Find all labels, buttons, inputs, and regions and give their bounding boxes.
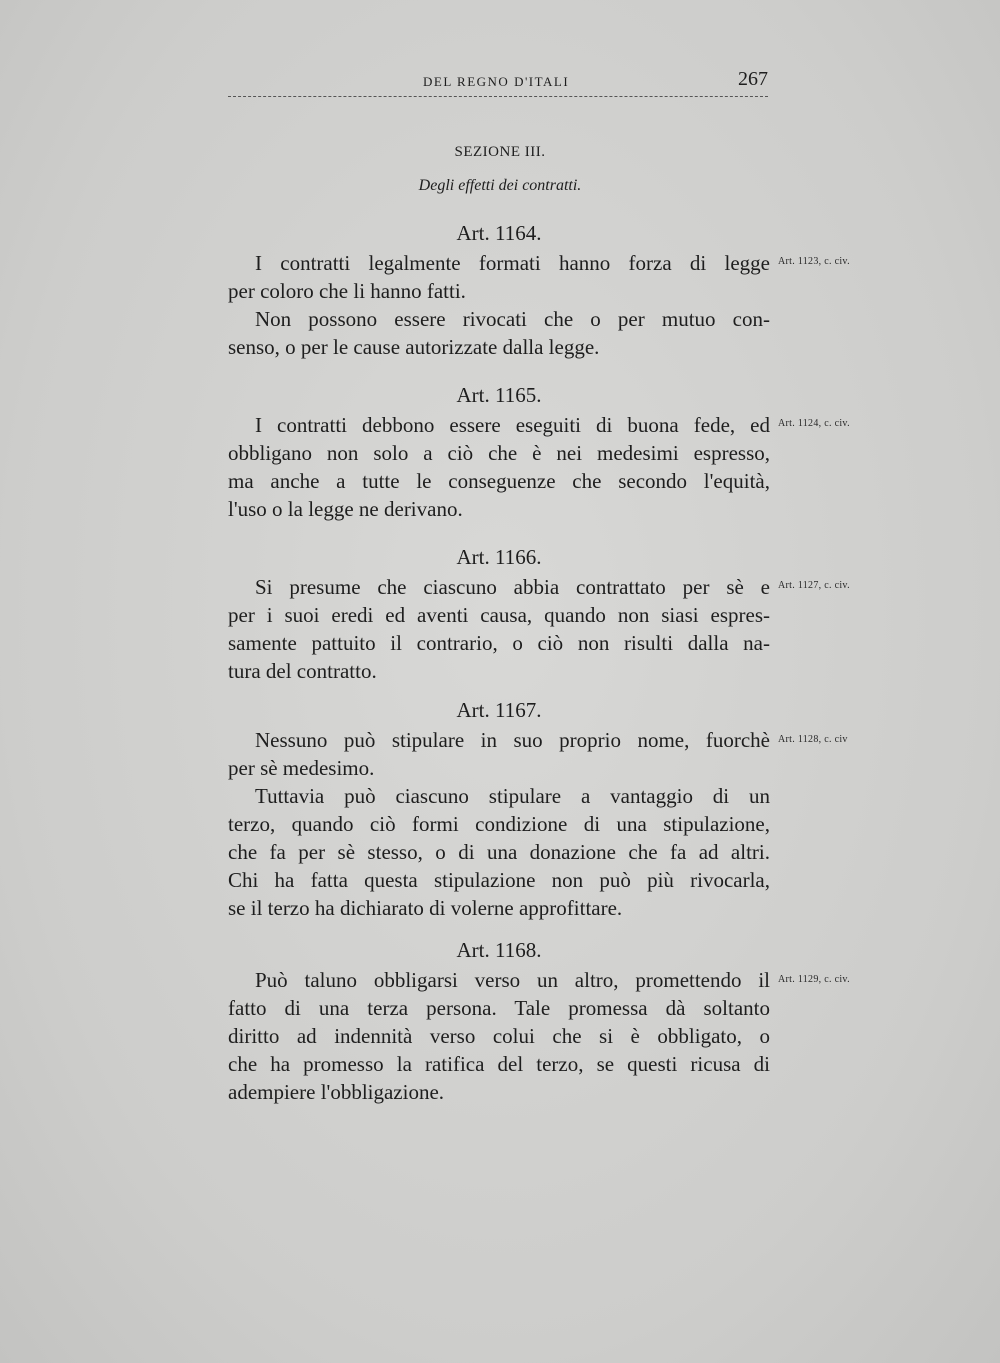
text-line: Nessuno può stipulare in suo proprio nome, fuorchè bbox=[255, 728, 770, 752]
text-line: fatto di una terza persona. Tale promessa dà soltanto bbox=[228, 996, 770, 1020]
text-line: Tuttavia può ciascuno stipulare a vantaggio di un bbox=[255, 784, 770, 808]
text-line: terzo, quando ciò formi condizione di una stipulazione, bbox=[228, 812, 770, 836]
text-line: se il terzo ha dichiarato di volerne approfittare. bbox=[228, 896, 623, 920]
article-paragraph bbox=[228, 411, 770, 523]
margin-note: Art. 1129, c. civ. bbox=[778, 974, 850, 985]
text-line: per coloro che li hanno fatti. bbox=[228, 279, 466, 303]
margin-note: Art. 1128, c. civ bbox=[778, 734, 848, 745]
text-line: tura del contratto. bbox=[228, 659, 377, 683]
article-heading: Art. 1167. bbox=[456, 698, 542, 722]
text-line: adempiere l'obbligazione. bbox=[228, 1080, 445, 1104]
article-paragraph bbox=[228, 249, 770, 305]
text-line: Si presume che ciascuno abbia contrattato per sè e bbox=[255, 575, 770, 599]
text-line: che ha promesso la ratifica del terzo, se questi ricusa di bbox=[228, 1052, 770, 1076]
text-line: Non possono essere rivocati che o per mutuo con- bbox=[255, 307, 770, 331]
text-line: l'uso o la legge ne derivano. bbox=[228, 497, 463, 521]
article-paragraph bbox=[228, 726, 770, 782]
article-1164 bbox=[228, 218, 770, 361]
text-line: Chi ha fatta questa stipulazione non può più rivocarla, bbox=[228, 868, 770, 892]
text-line: samente pattuito il contrario, o ciò non risulti dalla na- bbox=[228, 631, 770, 655]
page-number: 267 bbox=[738, 68, 768, 90]
text-line: I contratti legalmente formati hanno forza di legge bbox=[255, 251, 770, 275]
article-1168 bbox=[228, 935, 770, 1106]
article-1166 bbox=[228, 542, 770, 685]
article-1167 bbox=[228, 695, 770, 922]
text-line: che fa per sè stesso, o di una donazione che fa ad altri. bbox=[228, 840, 770, 864]
margin-note: Art. 1127, c. civ. bbox=[778, 580, 850, 591]
article-heading: Art. 1168. bbox=[456, 938, 542, 962]
article-heading: Art. 1166. bbox=[456, 545, 542, 569]
article-paragraph bbox=[228, 573, 770, 685]
article-heading: Art. 1164. bbox=[456, 221, 542, 245]
text-line: ma anche a tutte le conseguenze che secondo l'equità, bbox=[228, 469, 770, 493]
running-title: DEL REGNO D'ITALI bbox=[423, 74, 570, 89]
article-1165 bbox=[228, 380, 770, 523]
text-line: per i suoi eredi ed aventi causa, quando non siasi espres- bbox=[228, 603, 770, 627]
section-title: SEZIONE III. bbox=[454, 144, 546, 160]
article-paragraph bbox=[228, 966, 770, 1106]
article-heading: Art. 1165. bbox=[456, 383, 542, 407]
text-line: I contratti debbono essere eseguiti di buona fede, ed bbox=[255, 413, 770, 437]
article-paragraph bbox=[228, 305, 770, 361]
text-line: Può taluno obbligarsi verso un altro, promettendo il bbox=[255, 968, 770, 992]
text-line: senso, o per le cause autorizzate dalla legge. bbox=[228, 335, 600, 359]
running-header bbox=[228, 66, 768, 97]
text-line: diritto ad indennità verso colui che si è obbligato, o bbox=[228, 1024, 770, 1048]
article-paragraph bbox=[228, 782, 770, 922]
margin-note: Art. 1123, c. civ. bbox=[778, 256, 850, 267]
text-line: per sè medesimo. bbox=[228, 756, 375, 780]
margin-note: Art. 1124, c. civ. bbox=[778, 418, 850, 429]
text-line: obbligano non solo a ciò che è nei medesimi espresso, bbox=[228, 441, 770, 465]
section-subtitle: Degli effetti dei contratti. bbox=[418, 177, 582, 194]
